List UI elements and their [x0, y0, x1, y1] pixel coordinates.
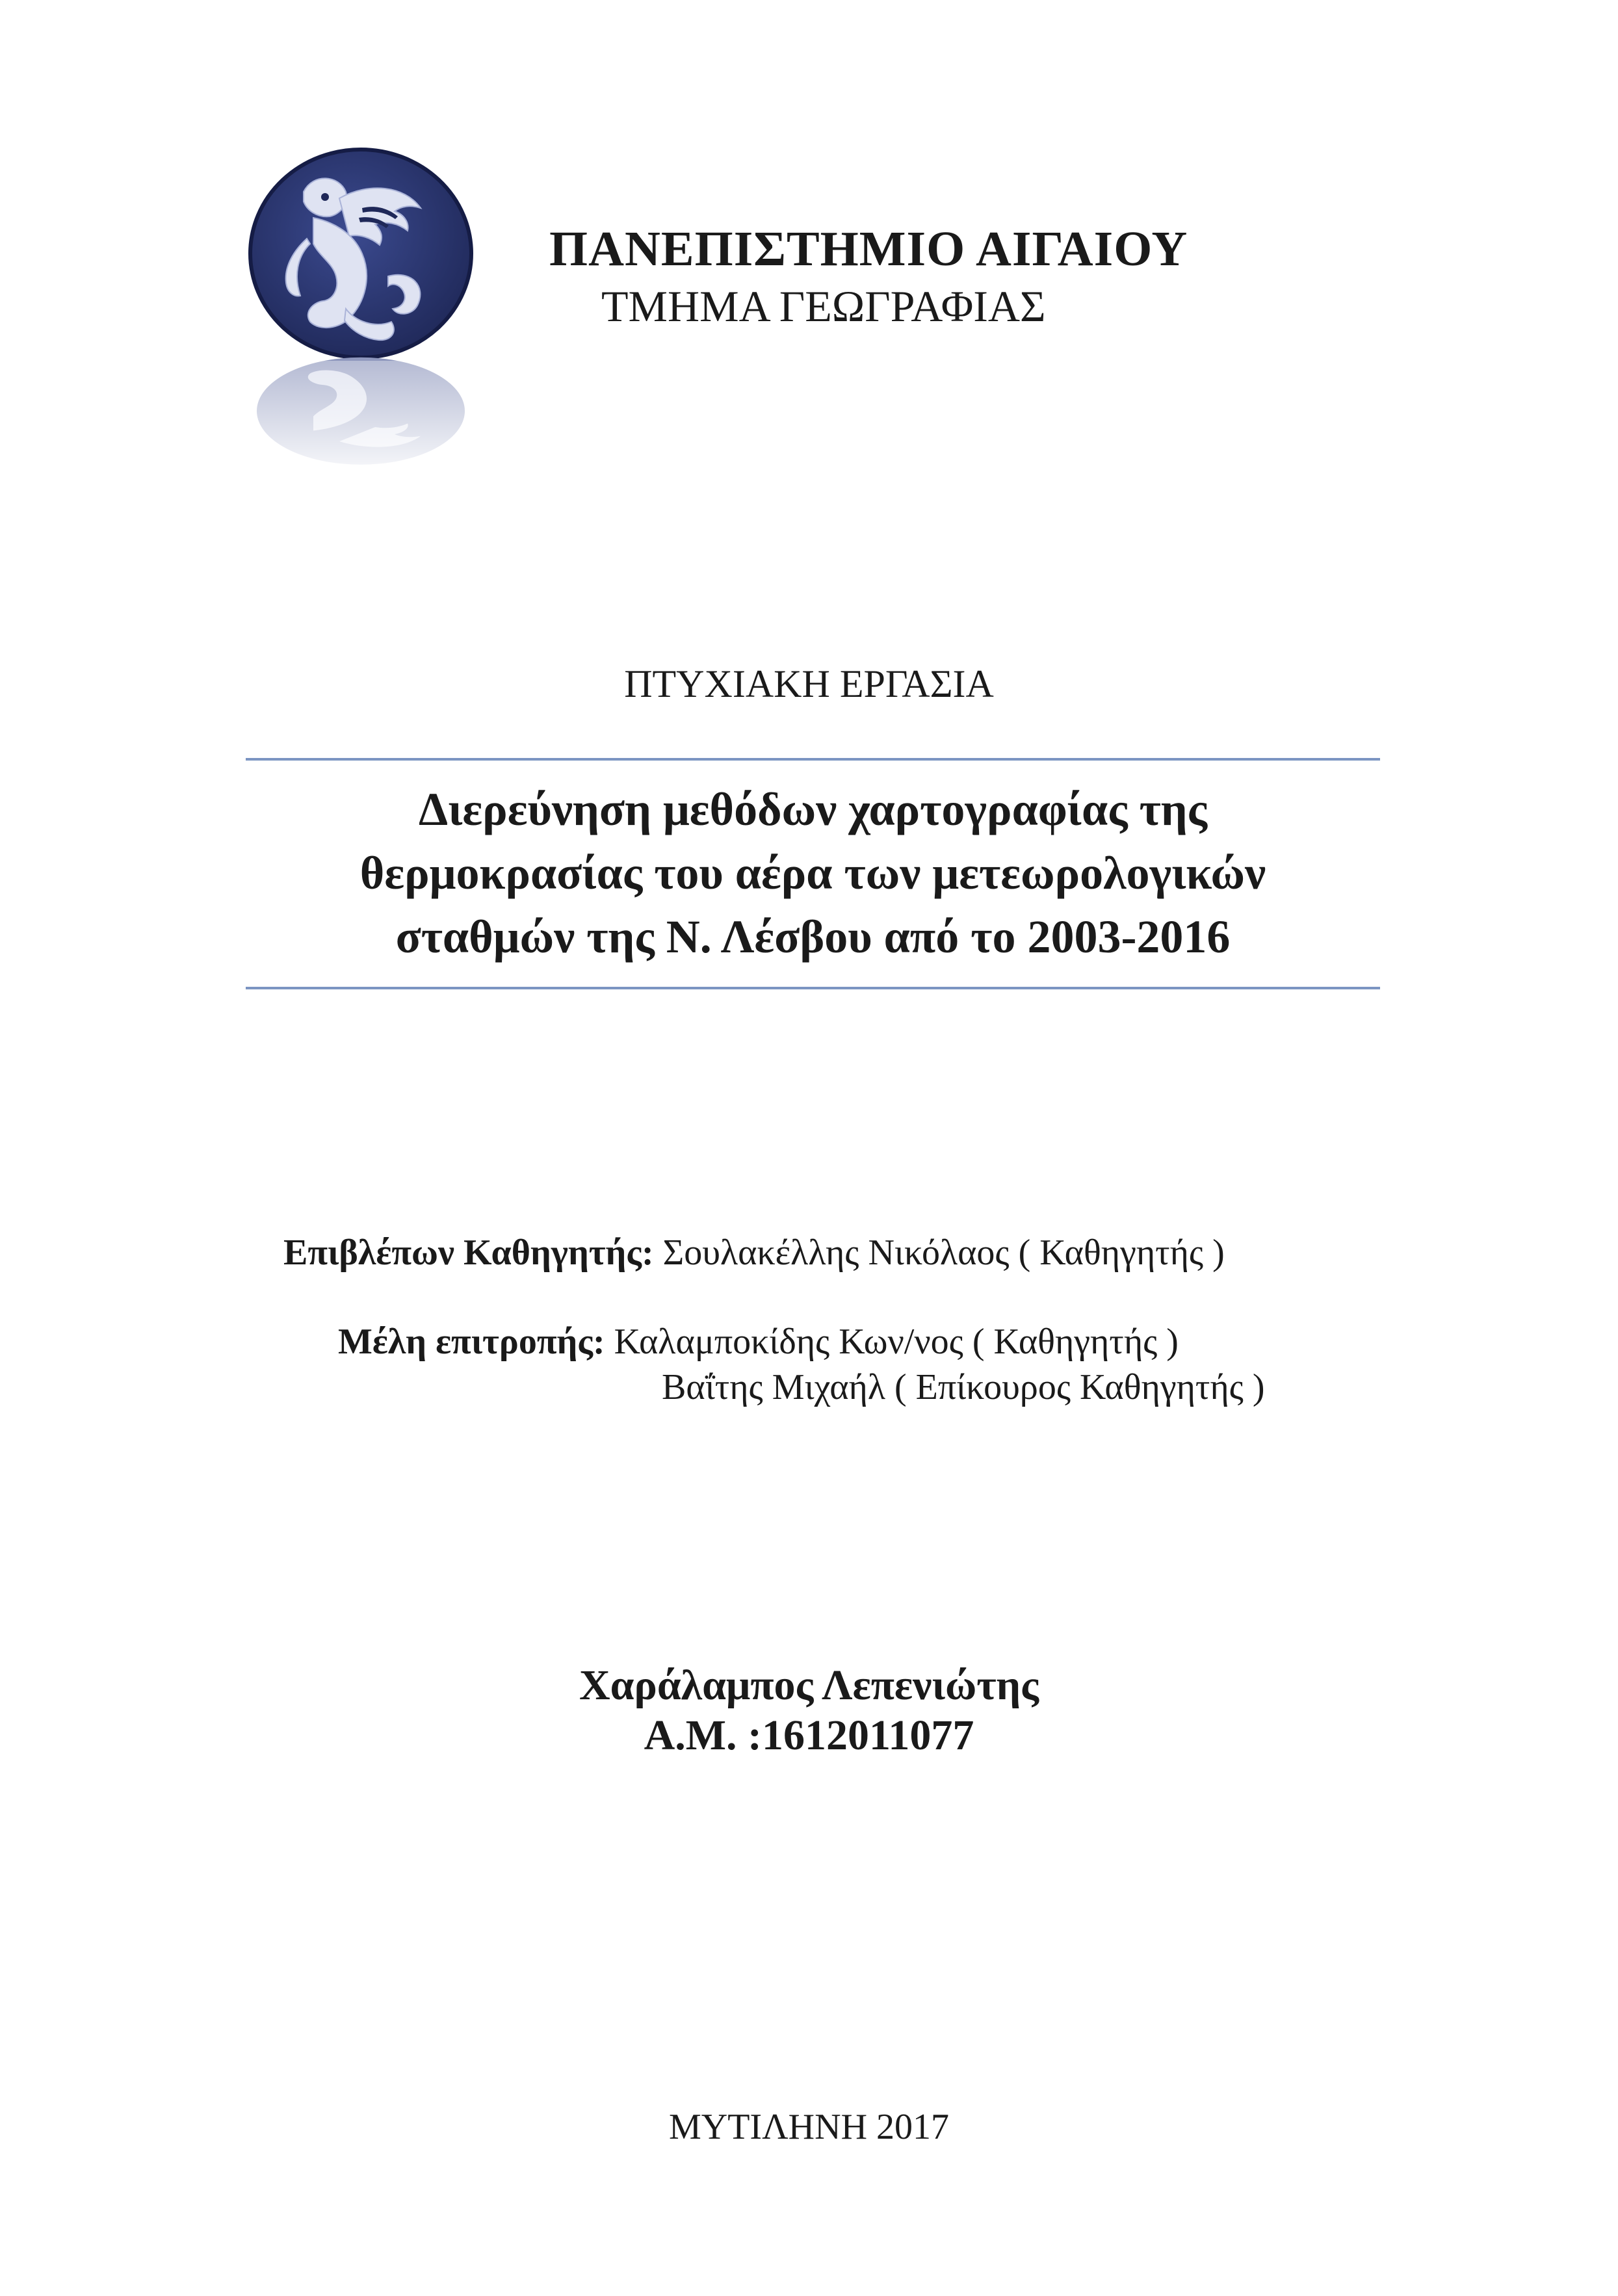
supervisor-line — [283, 1232, 1225, 1273]
committee-members-line — [338, 1321, 1179, 1363]
committee-member-2: Βαΐτης Μιχαήλ ( Επίκουρος Καθηγητής ) — [662, 1367, 1265, 1407]
committee-members-label: Μέλη επιτροπής: — [338, 1322, 605, 1362]
university-seal-icon — [242, 146, 482, 484]
place-year: ΜΥΤΙΛΗΝΗ 2017 — [668, 2107, 950, 2147]
thesis-title-line-1: Διερεύνηση μεθόδων χαρτογραφίας της — [418, 783, 1208, 835]
thesis-title — [246, 777, 1380, 969]
thesis-title-line-2: θερμοκρασίας του αέρα των μετεωρολογικών — [359, 847, 1266, 899]
university-name: ΠΑΝΕΠΙΣΤΗΜΙΟ ΑΙΓΑΙΟΥ — [549, 222, 1188, 276]
department-name: ΤΜΗΜΑ ΓΕΩΓΡΑΦΙΑΣ — [601, 281, 1046, 331]
committee-member-1: Καλαμποκίδης Κων/νος ( Καθηγητής ) — [614, 1322, 1179, 1362]
thesis-title-line-3: σταθμών της Ν. Λέσβου από το 2003-2016 — [395, 911, 1231, 963]
supervisor-name: Σουλακέλλης Νικόλαος ( Καθηγητής ) — [662, 1233, 1225, 1273]
author-name: Χαράλαμπος Λεπενιώτης — [579, 1662, 1039, 1709]
title-rule-top — [246, 758, 1380, 761]
author-registration: Α.Μ. :1612011077 — [644, 1712, 974, 1759]
supervisor-label: Επιβλέπων Καθηγητής: — [283, 1233, 654, 1273]
title-rule-bottom — [246, 987, 1380, 989]
thesis-type: ΠΤΥΧΙΑΚΗ ΕΡΓΑΣΙΑ — [624, 662, 994, 705]
